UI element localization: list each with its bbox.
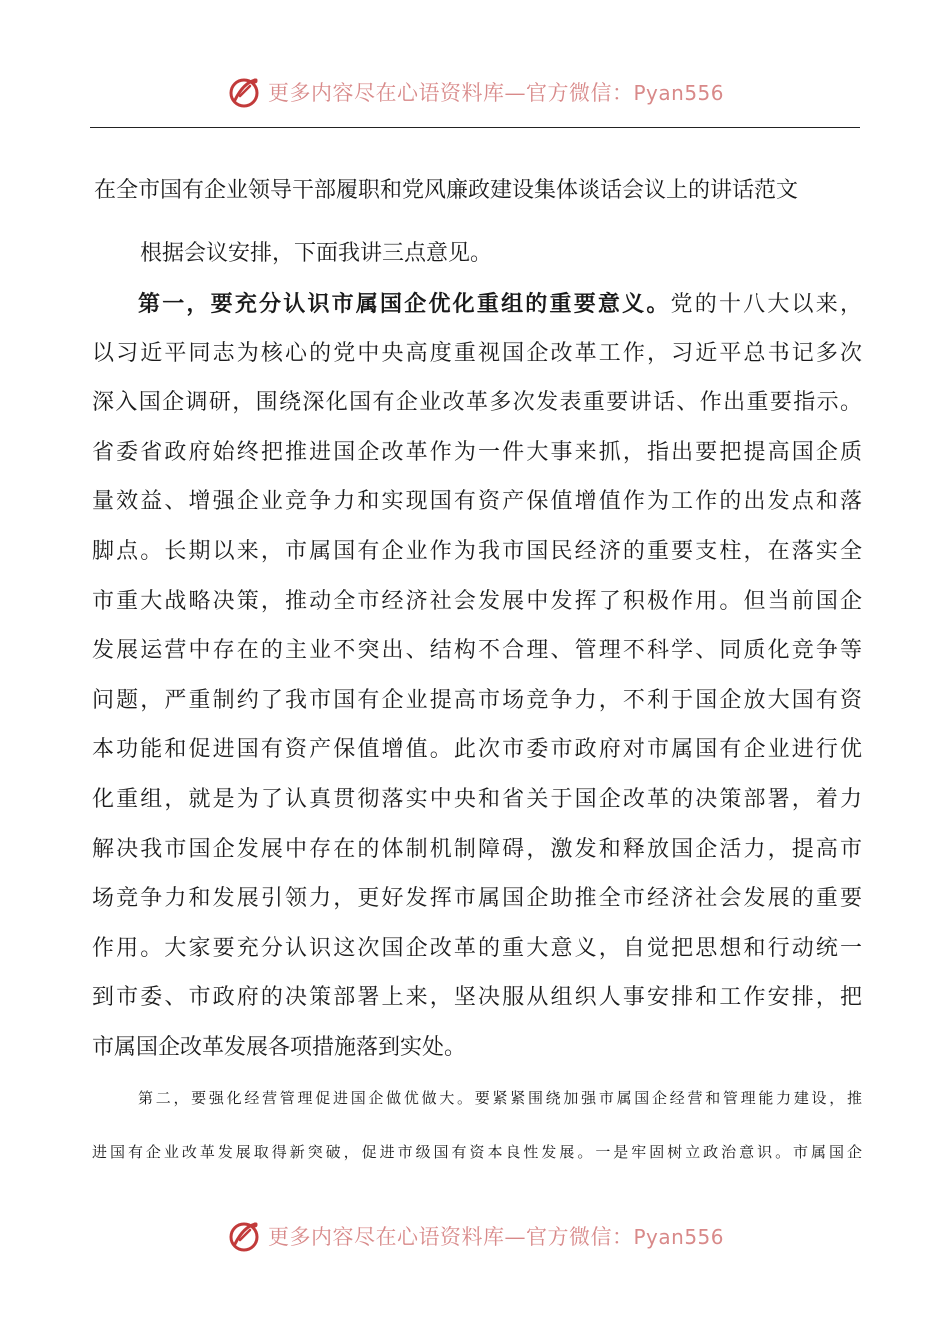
paragraph-line: 进国有企业改革发展取得新突破，促进市级国有资本良性发展。一是牢固树立政治意识。市属国企 [92,1143,862,1161]
section-1-heading: 第一，要充分认识市属国企优化重组的重要意义。 [138,291,671,317]
paragraph-line: 以习近平同志为核心的党中央高度重视国企改革工作，习近平总书记多次 [92,340,862,366]
paragraph-line: 问题，严重制约了我市国有企业提高市场竞争力，不利于国企放大国有资 [92,687,862,713]
intro-paragraph: 根据会议安排，下面我讲三点意见。 [140,241,493,266]
paragraph-line: 本功能和促进国有资产保值增值。此次市委市政府对市属国有企业进行优 [92,737,862,763]
paragraph-line: 市重大战略决策，推动全市经济社会发展中发挥了积极作用。但当前国企 [92,588,862,614]
brand-logo-icon [226,1218,262,1254]
paragraph-line: 省委省政府始终把推进国企改革作为一件大事来抓，指出要把提高国企质 [92,439,862,465]
paragraph-line: 第二，要强化经营管理促进国企做优做大。要紧紧围绕加强市属国企经营和管理能力建设，推 [138,1089,862,1107]
section-1-paragraph [92,284,862,1078]
banner-slogan: 更多内容尽在心语资料库—官方微信： [267,1225,634,1249]
paragraph-line: 深入国企调研，围绕深化国有企业改革多次发表重要讲话、作出重要指示。 [92,390,862,416]
header-banner [0,70,950,114]
paragraph-line [92,284,862,334]
wechat-id: Pyan556 [633,1225,724,1249]
banner-text [268,77,724,107]
paragraph-line: 化重组，就是为了认真贯彻落实中央和省关于国企改革的决策部署，着力 [92,786,862,812]
document-title: 在全市国有企业领导干部履职和党风廉政建设集体谈话会议上的讲话范文 [94,178,799,203]
paragraph-line: 量效益、增强企业竞争力和实现国有资产保值增值作为工作的出发点和落 [92,489,862,515]
paragraph-line: 作用。大家要充分认识这次国企改革的重大意义，自觉把思想和行动统一 [92,935,862,961]
section-1-line-text: 党的十八大以来， [670,292,862,317]
wechat-id: Pyan556 [633,81,724,105]
paragraph-line: 场竞争力和发展引领力，更好发挥市属国企助推全市经济社会发展的重要 [92,886,862,912]
paragraph-line: 解决我市国企发展中存在的体制机制障碍，激发和释放国企活力，提高市 [92,836,862,862]
paragraph-line: 市属国企改革发展各项措施落到实处。 [92,1034,467,1060]
paragraph-line: 到市委、市政府的决策部署上来，坚决服从组织人事安排和工作安排，把 [92,985,862,1011]
banner-slogan: 更多内容尽在心语资料库—官方微信： [267,81,634,105]
banner-text [268,1221,724,1251]
section-2-paragraph [92,1080,862,1188]
paragraph-line: 脚点。长期以来，市属国有企业作为我市国民经济的重要支柱，在落实全 [92,538,862,564]
brand-logo-icon [226,74,262,110]
paragraph-line: 发展运营中存在的主业不突出、结构不合理、管理不科学、同质化竞争等 [92,638,862,664]
footer-banner [0,1214,950,1258]
header-rule [90,127,860,128]
